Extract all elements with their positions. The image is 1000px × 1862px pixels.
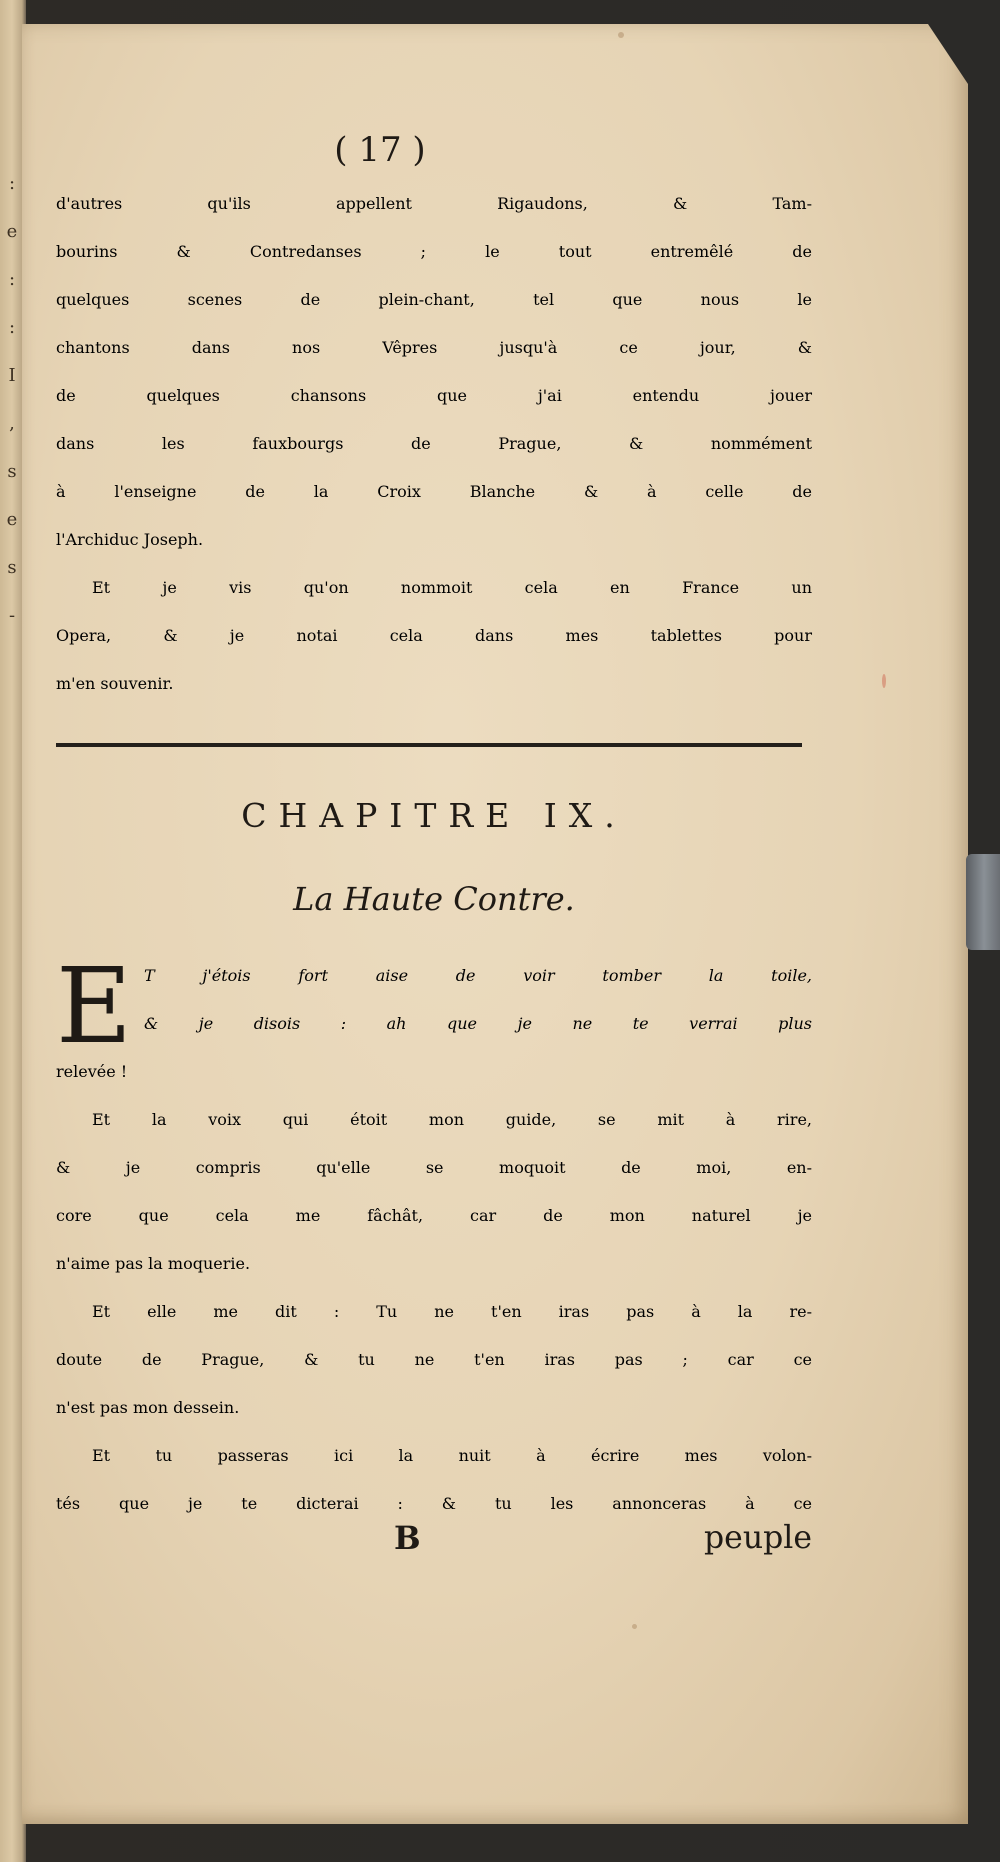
page-footer: [56, 1520, 812, 1570]
text-line: relevée !: [56, 1062, 128, 1081]
facing-mark: :: [8, 269, 16, 290]
facing-mark: s: [7, 461, 17, 482]
text-line: de quelques chansons que j'ai entendu jouer: [56, 386, 812, 405]
text-line: Et tu passeras ici la nuit à écrire mes volon-: [92, 1446, 812, 1465]
chapter-subtitle: La Haute Contre.: [293, 880, 575, 918]
text-section-top: [56, 180, 812, 708]
metal-clip: [966, 854, 1000, 950]
text-line: T j'étois fort aise de voir tomber la toile,: [144, 966, 812, 985]
facing-mark: e: [6, 221, 18, 242]
text-line: l'Archiduc Joseph.: [56, 530, 204, 549]
text-line: chantons dans nos Vêpres jusqu'à ce jour, &: [56, 338, 812, 357]
text-line: m'en souvenir.: [56, 674, 174, 693]
page-number: ( 17 ): [334, 130, 426, 170]
text-line: d'autres qu'ils appellent Rigaudons, & Tam-: [56, 194, 812, 213]
facing-mark: s: [7, 557, 17, 578]
facing-mark: :: [8, 173, 16, 194]
facing-mark: I: [8, 365, 16, 386]
text-line: bourins & Contredanses ; le tout entremêlé de: [56, 242, 812, 261]
signature-mark: B: [394, 1520, 421, 1557]
text-line: & je compris qu'elle se moquoit de moi, en-: [56, 1158, 812, 1177]
paper-stain: [632, 1624, 637, 1629]
text-line: quelques scenes de plein-chant, tel que nous le: [56, 290, 812, 309]
torn-corner: [928, 24, 968, 84]
paper-stain: [618, 32, 624, 38]
drop-cap: E: [56, 945, 132, 1067]
facing-mark: :: [8, 317, 16, 338]
text-line: tés que je te dicterai : & tu les annonceras à ce: [56, 1494, 812, 1513]
text-line: n'est pas mon dessein.: [56, 1398, 240, 1417]
text-line: n'aime pas la moquerie.: [56, 1254, 251, 1273]
facing-mark: -: [8, 605, 16, 626]
text-line: Et je vis qu'on nommoit cela en France un: [92, 578, 812, 597]
facing-mark: e: [6, 509, 18, 530]
text-line: core que cela me fâchât, car de mon naturel je: [56, 1206, 812, 1225]
chapter-body: [56, 945, 812, 1528]
text-line: & je disois : ah que je ne te verrai plus: [144, 1014, 812, 1033]
facing-page-marks: [4, 160, 20, 640]
section-divider: [56, 743, 802, 747]
facing-mark: ,: [9, 413, 15, 434]
paper-stain: [882, 674, 886, 688]
text-line: Et elle me dit : Tu ne t'en iras pas à la re-: [92, 1302, 812, 1321]
text-line: à l'enseigne de la Croix Blanche & à celle de: [56, 482, 812, 501]
chapter-title: CHAPITRE IX.: [241, 796, 627, 835]
text-line: Opera, & je notai cela dans mes tablettes pour: [56, 626, 812, 645]
text-line: dans les fauxbourgs de Prague, & nommément: [56, 434, 812, 453]
text-line: doute de Prague, & tu ne t'en iras pas ; car ce: [56, 1350, 812, 1369]
catchword: peuple: [704, 1520, 812, 1556]
text-line: Et la voix qui étoit mon guide, se mit à rire,: [92, 1110, 812, 1129]
